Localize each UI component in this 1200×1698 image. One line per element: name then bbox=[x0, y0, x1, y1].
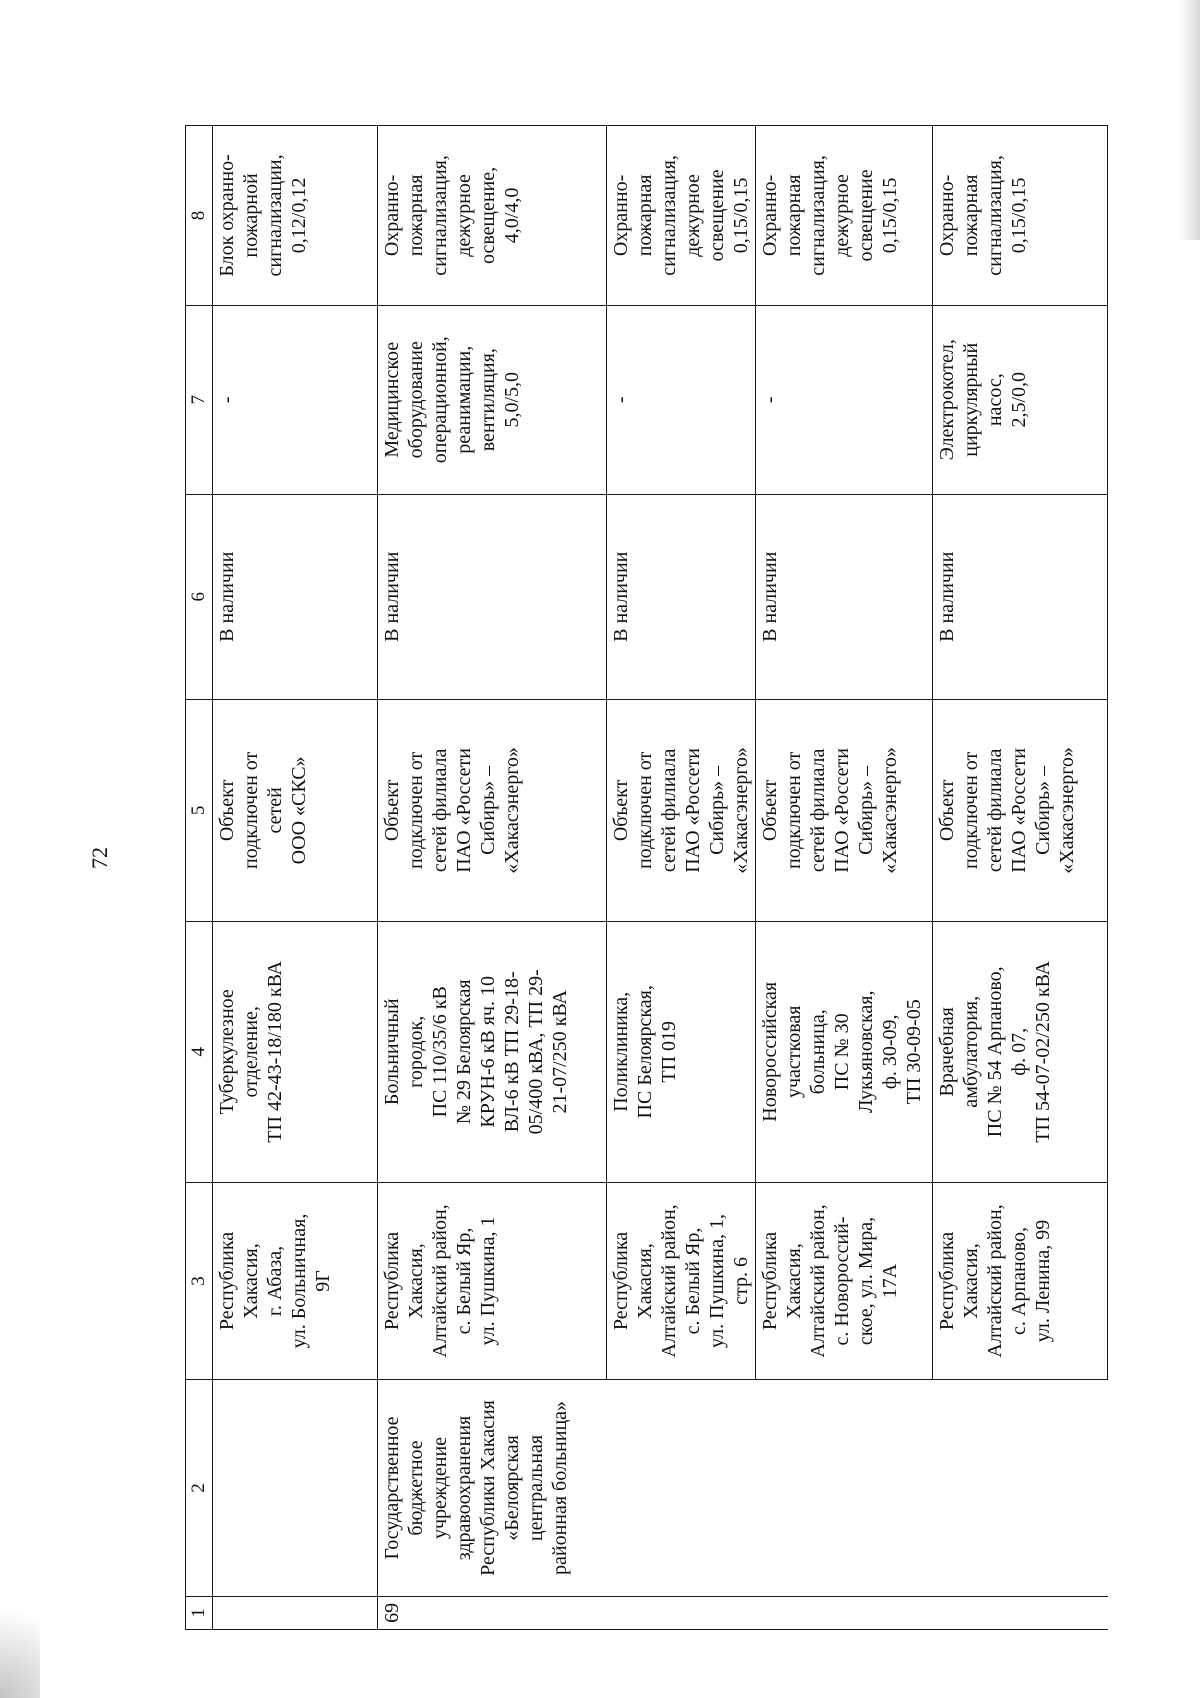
cell-line: КРУН-6 кВ яч. 10 bbox=[477, 976, 499, 1128]
cell-line: сигнализация, bbox=[807, 155, 829, 276]
table-body bbox=[186, 126, 1108, 1630]
connection-cell bbox=[213, 699, 378, 921]
cell-line: Республика bbox=[216, 1231, 238, 1331]
column-header: 5 bbox=[186, 699, 213, 921]
row-number-cell: 69 bbox=[378, 1596, 607, 1629]
cell-line: ул. Ленина, 99 bbox=[1032, 1219, 1054, 1343]
cell-line: 0,15/0,15 bbox=[879, 177, 901, 254]
address-cell bbox=[607, 1182, 756, 1380]
cell-line: ул. Пушкина, 1, bbox=[706, 1214, 728, 1348]
cell-line: сигнализация, bbox=[984, 155, 1006, 276]
cell-line: Хакасия, bbox=[405, 1243, 427, 1319]
cell-line: Новороссийская bbox=[759, 981, 781, 1122]
cell-line: Хакасия, bbox=[783, 1243, 805, 1319]
cell-line: ТП 30-09-05 bbox=[903, 999, 925, 1105]
cell-line: Алтайский район, bbox=[984, 1204, 1006, 1358]
cell-line: «Хакасэнерго» bbox=[501, 747, 523, 874]
cell-line: Объект bbox=[381, 779, 403, 842]
cell-line: насос, bbox=[984, 373, 1006, 427]
cell-line: ПС № 30 bbox=[831, 1013, 853, 1091]
cell-line: 9Г bbox=[312, 1270, 334, 1292]
equipment-cell bbox=[756, 305, 933, 494]
cell-line: Сибирь» – bbox=[477, 765, 499, 855]
header-row bbox=[186, 126, 213, 1630]
cell-line: подключен от bbox=[960, 751, 982, 870]
row-number-cell bbox=[213, 1596, 378, 1629]
cell-line: Объект bbox=[610, 779, 632, 842]
object-cell bbox=[756, 921, 933, 1182]
row-number-cell bbox=[607, 1596, 756, 1629]
cell-line: «Хакасэнерго» bbox=[730, 747, 752, 874]
object-cell bbox=[607, 921, 756, 1182]
data-table bbox=[185, 125, 1108, 1630]
cell-line: ПАО «Россети bbox=[453, 748, 475, 873]
cell-line: Сибирь» – bbox=[1032, 765, 1054, 855]
alarm-cell bbox=[756, 126, 933, 306]
cell-line: ТП 54-07-02/250 кВА bbox=[1032, 960, 1054, 1143]
cell-line: «Хакасэнерго» bbox=[1056, 747, 1078, 874]
cell-line: циркулярный bbox=[960, 342, 982, 457]
table-row bbox=[378, 126, 607, 1630]
cell-line: городок, bbox=[405, 1015, 427, 1088]
cell-line: 05/400 кВА, ТП 29- bbox=[525, 969, 547, 1135]
cell-line: В наличии bbox=[381, 551, 403, 642]
equipment-cell bbox=[378, 305, 607, 494]
cell-line: 4,0/4,0 bbox=[501, 187, 523, 244]
cell-line: дежурное bbox=[831, 174, 853, 257]
cell-line: В наличии bbox=[936, 551, 958, 642]
cell-line: ПАО «Россети bbox=[682, 748, 704, 873]
cell-line: сигнализации, bbox=[264, 154, 286, 277]
organization-cell bbox=[933, 1380, 1108, 1596]
cell-line: Хакасия, bbox=[240, 1243, 262, 1319]
cell-line: 2,5/0,0 bbox=[1008, 371, 1030, 428]
cell-line: 21-07/250 кВА bbox=[549, 990, 571, 1114]
object-cell bbox=[213, 921, 378, 1182]
cell-line: В наличии bbox=[216, 551, 238, 642]
cell-line: с. Белый Яр, bbox=[682, 1227, 704, 1335]
cell-line: освещение bbox=[855, 169, 877, 262]
cell-line: 0,15/0,15 bbox=[1008, 177, 1030, 254]
cell-line: Республика bbox=[759, 1231, 781, 1331]
cell-line: районная больница» bbox=[549, 1400, 571, 1576]
page-number: 72 bbox=[87, 847, 112, 869]
cell-line: Электрокотел, bbox=[936, 339, 958, 461]
organization-cell bbox=[378, 1380, 607, 1596]
cell-line: с. Новороссий- bbox=[831, 1216, 853, 1346]
column-header: 6 bbox=[186, 494, 213, 699]
cell-line: 0,15/0,15 bbox=[730, 177, 752, 254]
cell-line: пожарная bbox=[783, 174, 805, 257]
cell-line: участковая bbox=[783, 1005, 805, 1099]
alarm-cell bbox=[378, 126, 607, 306]
cell-line: Хакасия, bbox=[634, 1243, 656, 1319]
organization-cell bbox=[607, 1380, 756, 1596]
column-header: 4 bbox=[186, 921, 213, 1182]
cell-line: Охранно- bbox=[381, 174, 403, 257]
cell-line: Хакасия, bbox=[960, 1243, 982, 1319]
cell-line: сетей bbox=[264, 787, 286, 834]
table-row bbox=[756, 126, 933, 1630]
cell-line: сигнализация, bbox=[429, 155, 451, 276]
cell-line: г. Абаза, bbox=[264, 1245, 286, 1317]
cell-line: центральная bbox=[525, 1434, 547, 1542]
cell-line: подключен от bbox=[783, 751, 805, 870]
cell-line: бюджетное bbox=[405, 1440, 427, 1536]
cell-line: освещение bbox=[706, 169, 728, 262]
cell-line: сетей филиала bbox=[984, 748, 1006, 873]
address-cell bbox=[378, 1182, 607, 1380]
cell-line: Охранно- bbox=[610, 174, 632, 257]
object-cell bbox=[933, 921, 1108, 1182]
cell-line: ф. 07, bbox=[1008, 1027, 1030, 1076]
connection-cell bbox=[378, 699, 607, 921]
column-header: 8 bbox=[186, 126, 213, 306]
cell-line: вентиляция, bbox=[477, 348, 499, 452]
cell-line: - bbox=[216, 396, 238, 404]
organization-cell bbox=[756, 1380, 933, 1596]
cell-line: Республика bbox=[936, 1231, 958, 1331]
equipment-cell bbox=[933, 305, 1108, 494]
cell-line: оборудование bbox=[405, 341, 427, 459]
cell-line: В наличии bbox=[759, 551, 781, 642]
cell-line: пожарной bbox=[240, 173, 262, 258]
cell-line: Больничный bbox=[381, 998, 403, 1106]
cell-line: реанимации, bbox=[453, 345, 475, 454]
cell-line: ТП 019 bbox=[658, 1020, 680, 1083]
cell-line: Республика bbox=[381, 1231, 403, 1331]
cell-line: учреждение bbox=[429, 1436, 451, 1540]
cell-line: Туберкулезное bbox=[216, 989, 238, 1115]
alarm-cell bbox=[213, 126, 378, 306]
cell-line: пожарная bbox=[634, 174, 656, 257]
cell-line: - bbox=[610, 396, 632, 404]
cell-line: ООО «СКС» bbox=[288, 756, 310, 865]
status-cell bbox=[378, 494, 607, 699]
cell-line: 0,12/0,12 bbox=[288, 177, 310, 254]
connection-cell bbox=[607, 699, 756, 921]
cell-line: ф. 30-09, bbox=[879, 1014, 901, 1090]
cell-line: Сибирь» – bbox=[855, 765, 877, 855]
column-header: 2 bbox=[186, 1380, 213, 1596]
cell-line: сигнализация, bbox=[658, 155, 680, 276]
column-header: 3 bbox=[186, 1182, 213, 1380]
cell-line: сетей филиала bbox=[658, 748, 680, 873]
cell-line: амбулатория, bbox=[960, 995, 982, 1108]
column-header: 7 bbox=[186, 305, 213, 494]
cell-line: операционной, bbox=[429, 336, 451, 464]
address-cell bbox=[213, 1182, 378, 1380]
cell-line: Врачебная bbox=[936, 1007, 958, 1097]
cell-line: Блок охранно- bbox=[216, 154, 238, 277]
cell-line: 17А bbox=[879, 1263, 901, 1299]
cell-line: 5,0/5,0 bbox=[501, 371, 523, 428]
cell-line: ПАО «Россети bbox=[1008, 748, 1030, 873]
table-row bbox=[607, 126, 756, 1630]
cell-line: Объект bbox=[936, 779, 958, 842]
cell-line: ул. Пушкина, 1 bbox=[477, 1216, 499, 1346]
scan-corner-mark bbox=[0, 1578, 40, 1698]
cell-line: № 29 Белоярская bbox=[453, 979, 475, 1125]
cell-line: сетей филиала bbox=[429, 748, 451, 873]
cell-line: «Белоярская bbox=[501, 1435, 523, 1541]
cell-line: ское, ул. Мира, bbox=[855, 1216, 877, 1346]
cell-line: подключен от bbox=[240, 751, 262, 870]
cell-line: Республика bbox=[610, 1231, 632, 1331]
address-cell bbox=[933, 1182, 1108, 1380]
cell-line: здравоохранения bbox=[453, 1415, 475, 1561]
connection-cell bbox=[756, 699, 933, 921]
row-number-cell bbox=[933, 1596, 1108, 1629]
cell-line: с. Арпаново, bbox=[1008, 1227, 1030, 1335]
cell-line: пожарная bbox=[405, 174, 427, 257]
cell-line: Республики Хакасия bbox=[477, 1400, 499, 1576]
object-cell bbox=[378, 921, 607, 1182]
scan-edge-mark bbox=[1178, 0, 1200, 240]
cell-line: пожарная bbox=[960, 174, 982, 257]
cell-line: Объект bbox=[759, 779, 781, 842]
cell-line: Сибирь» – bbox=[706, 765, 728, 855]
connection-cell bbox=[933, 699, 1108, 921]
cell-line: В наличии bbox=[610, 551, 632, 642]
cell-line: подключен от bbox=[405, 751, 427, 870]
table-row bbox=[933, 126, 1108, 1630]
row-number-cell bbox=[756, 1596, 933, 1629]
alarm-cell bbox=[607, 126, 756, 306]
cell-line: - bbox=[759, 396, 781, 404]
cell-line: Охранно- bbox=[759, 174, 781, 257]
cell-line: Государственное bbox=[381, 1416, 403, 1560]
cell-line: дежурное bbox=[453, 174, 475, 257]
cell-line: ПАО «Россети bbox=[831, 748, 853, 873]
address-cell bbox=[756, 1182, 933, 1380]
status-cell bbox=[213, 494, 378, 699]
table-row bbox=[213, 126, 378, 1630]
cell-line: с. Белый Яр, bbox=[453, 1227, 475, 1335]
equipment-cell bbox=[213, 305, 378, 494]
cell-line: ТП 42-43-18/180 кВА bbox=[264, 960, 286, 1143]
organization-cell bbox=[213, 1380, 378, 1596]
cell-line: Поликлиника, bbox=[610, 991, 632, 1112]
status-cell bbox=[756, 494, 933, 699]
equipment-cell bbox=[607, 305, 756, 494]
cell-line: стр. 6 bbox=[730, 1257, 752, 1305]
status-cell bbox=[607, 494, 756, 699]
rotated-table-container bbox=[185, 125, 1115, 1630]
cell-line: дежурное bbox=[682, 174, 704, 257]
cell-line: «Хакасэнерго» bbox=[879, 747, 901, 874]
column-header: 1 bbox=[186, 1596, 213, 1629]
cell-line: Алтайский район, bbox=[807, 1204, 829, 1358]
cell-line: подключен от bbox=[634, 751, 656, 870]
cell-line: Объект bbox=[216, 779, 238, 842]
cell-line: отделение, bbox=[240, 1006, 262, 1098]
cell-line: Лукьяновская, bbox=[855, 990, 877, 1114]
cell-line: Алтайский район, bbox=[429, 1204, 451, 1358]
cell-line: ПС Белоярская, bbox=[634, 985, 656, 1119]
cell-line: Медицинское bbox=[381, 341, 403, 458]
cell-line: Охранно- bbox=[936, 174, 958, 257]
cell-line: ул. Больничная, bbox=[288, 1213, 310, 1349]
alarm-cell bbox=[933, 126, 1108, 306]
cell-line: ПС 110/35/6 кВ bbox=[429, 986, 451, 1118]
cell-line: Алтайский район, bbox=[658, 1204, 680, 1358]
cell-line: ВЛ-6 кВ ТП 29-18- bbox=[501, 971, 523, 1133]
cell-line: больница, bbox=[807, 1009, 829, 1095]
cell-line: ПС № 54 Арпаново, bbox=[984, 966, 1006, 1138]
cell-line: освещение, bbox=[477, 166, 499, 265]
cell-line: сетей филиала bbox=[807, 748, 829, 873]
status-cell bbox=[933, 494, 1108, 699]
